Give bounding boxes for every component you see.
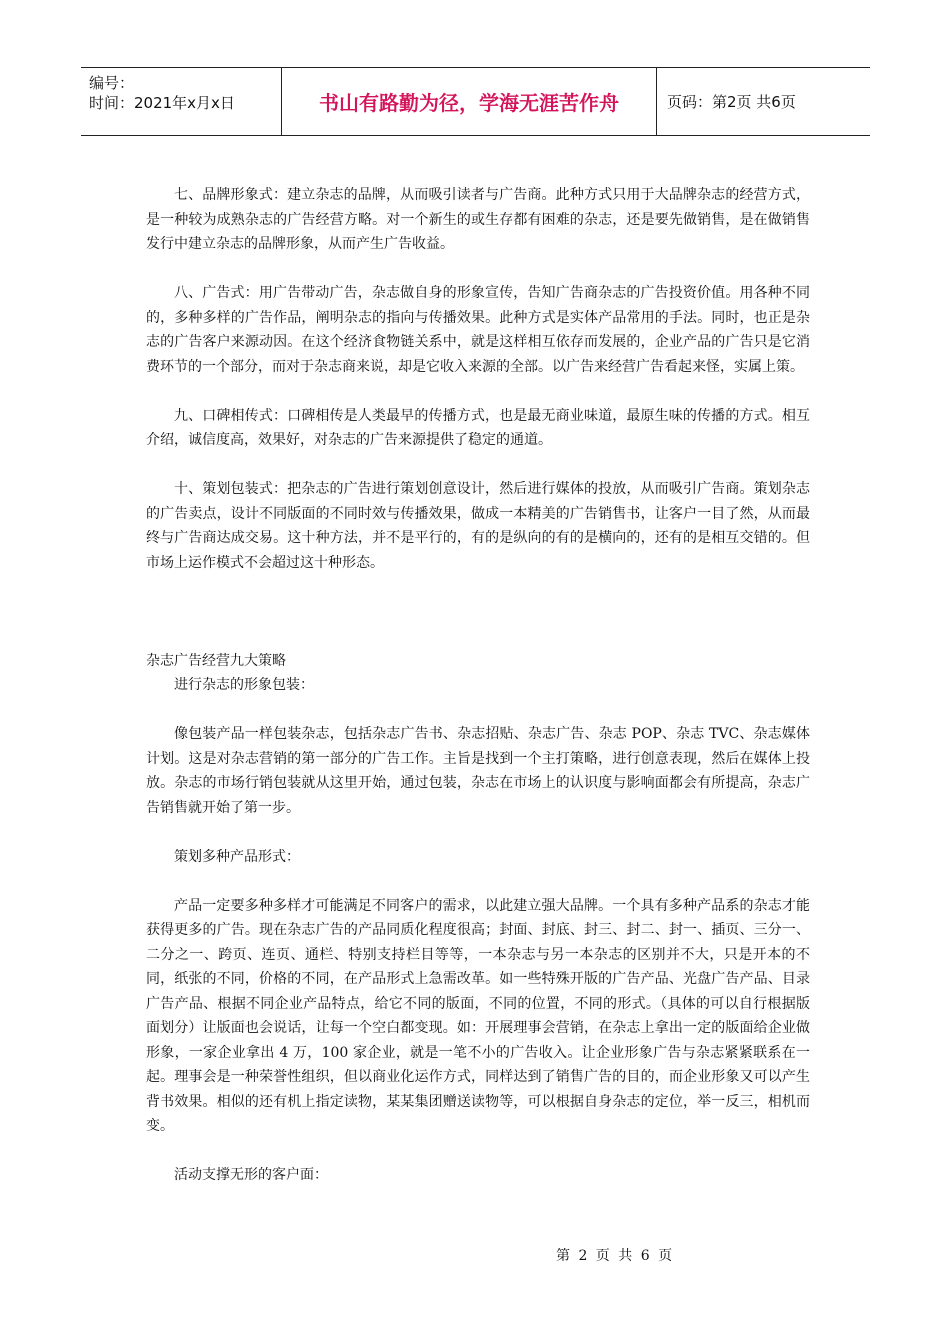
page-footer: 第 2 页 共 6 页 [556, 1248, 675, 1264]
subheading-image-packaging: 进行杂志的形象包装： [174, 677, 314, 693]
number-label: 编号： [89, 74, 135, 92]
paragraph-image-packaging: 像包装产品一样包装杂志，包括杂志广告书、杂志招贴、杂志广告、杂志 POP、杂志 TVC、杂志媒体计划。这是对杂志营销的第一部分的广告工作。主旨是找到一个主打策略，进行创意表现，然后在媒体上投放。杂志的市场行销包装就从这里开始，通过包装，杂志在市场上的认识度与影响面都会有所提高，杂志广告销售就开始了第一步。 [146, 726, 810, 816]
section-title: 杂志广告经营九大策略 [146, 652, 286, 669]
paragraph-brand-image: 七、品牌形象式：建立杂志的品牌，从而吸引读者与广告商。此种方式只用于大品牌杂志的经营方式，是一种较为成熟杂志的广告经营方略。对一个新生的或生存都有困难的杂志，还是要先做销售，是在做销售发行中建立杂志的品牌形象，从而产生广告收益。 [146, 187, 810, 252]
paragraph-word-of-mouth: 九、口碑相传式：口碑相传是人类最早的传播方式，也是最无商业味道，最原生味的传播的方式。相互介绍，诚信度高，效果好，对杂志的广告来源提供了稳定的通道。 [146, 407, 810, 448]
subheading-product-forms: 策划多种产品形式： [174, 848, 300, 865]
time-label: 时间：2021年x月x日 [89, 94, 235, 112]
header-meta [81, 68, 282, 135]
subheading-activity-support: 活动支撑无形的客户面： [174, 1167, 328, 1183]
paragraph-advertising: 八、广告式：用广告带动广告，杂志做自身的形象宣传，告知广告商杂志的广告投资价值。用各种不同的，多种多样的广告作品，阐明杂志的指向与传播效果。此种方式是实体产品常用的手法。同时，也正是杂志的广告客户来源动因。在这个经济食物链关系中，就是这样相互依存而发展的，企业产品的广告只是它消费环节的一个部分，而对于杂志商来说，却是它收入来源的全部。以广告来经营广告看起来怪，实属上策。 [146, 285, 810, 375]
page-header [81, 67, 870, 136]
document-body [146, 183, 810, 1188]
paragraph-product-forms: 产品一定要多种多样才可能满足不同客户的需求，以此建立强大品牌。一个具有多种产品系的杂志才能获得更多的广告。现在杂志广告的产品同质化程度很高；封面、封底、封三、封二、封一、插页、三分一、二分之一、跨页、连页、通栏、特别支持栏目等等，一本杂志与另一本杂志的区别并不大，只是开本的不同，纸张的不同，价格的不同，在产品形式上急需改革。如一些特殊开版的广告产品、光盘广告产品、目录广告产品、根据不同企业产品特点，给它不同的版面，不同的位置，不同的形式。（具体的可以自行根据版面划分）让版面也会说话，让每一个空白都变现。如：开展理事会营销，在杂志上拿出一定的版面给企业做形象，一家企业拿出 4 万，100 家企业，就是一笔不小的广告收入。让企业形象广告与杂志紧紧联系在一起。理事会是一种荣誉性组织，但以商业化运作方式，同样达到了销售广告的目的，而企业形象又可以产生背书效果。相似的还有机上指定读物，某某集团赠送读物等，可以根据自身杂志的定位，举一反三，相机而变。 [146, 897, 810, 1134]
header-page-label: 页码：第2页 共6页 [667, 93, 796, 111]
paragraph-planning-packaging: 十、策划包装式：把杂志的广告进行策划创意设计，然后进行媒体的投放，从而吸引广告商。策划杂志的广告卖点，设计不同版面的不同时效与传播效果，做成一本精美的广告销售书，让客户一目了然，从而最终与广告商达成交易。这十种方法，并不是平行的，有的是纵向的有的是横向的，还有的是相互交错的。但市场上运作模式不会超过这十种形态。 [146, 481, 810, 571]
header-motto: 书山有路勤为径，学海无涯苦作舟 [282, 68, 657, 135]
